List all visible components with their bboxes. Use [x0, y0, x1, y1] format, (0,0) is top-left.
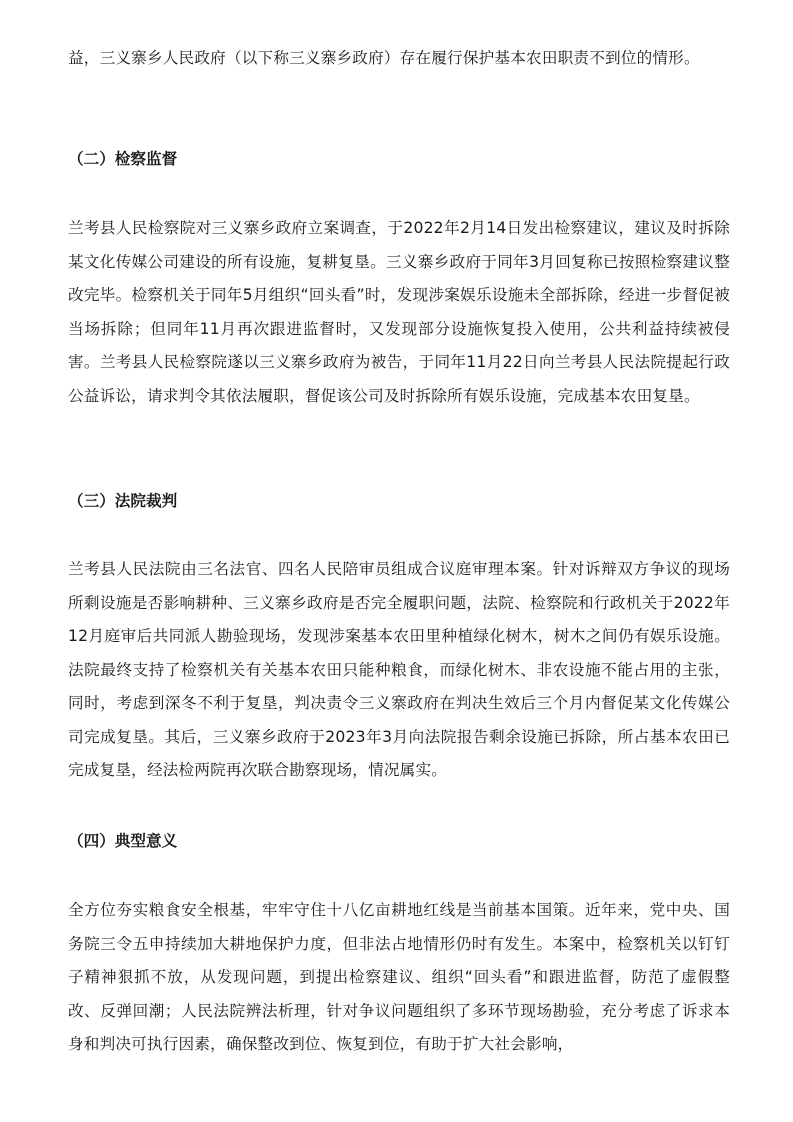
section-body-court-ruling: 兰考县人民法院由三名法官、四名人民陪审员组成合议庭审理本案。针对诉辩双方争议的现场所剩设施是否影响耕种、三义寨乡政府是否完全履职问题，法院、检察院和行政机关于2022年12月庭审后共同派人勘验现场，发现涉案基本农田里种植绿化树木，树木之间仍有娱乐设施。法院最终支持了检察机关有关基本农田只能种粮食，而绿化树木、非农设施不能占用的主张，同时，考虑到深冬不利于复垦，判决责令三义寨政府在判决生效后三个月内督促某文化传媒公司完成复垦。其后，三义寨乡政府于2023年3月向法院报告剩余设施已拆除，所占基本农田已完成复垦，经法检两院再次联合勘察现场，情况属实。 [68, 560, 730, 779]
section-heading-court-ruling: （三）法院裁判 [68, 492, 178, 510]
section-body-procuratorial-supervision: 兰考县人民检察院对三义寨乡政府立案调查，于2022年2月14日发出检察建议，建议及时拆除某文化传媒公司建设的所有设施，复耕复垦。三义寨乡政府于同年3月回复称已按照检察建议整改完毕。检察机关于同年5月组织“回头看”时，发现涉案娱乐设施未全部拆除，经进一步督促被当场拆除；但同年11月再次跟进监督时，又发现部分设施恢复投入使用，公共利益持续被侵害。兰考县人民检察院遂以三义寨乡政府为被告，于同年11月22日向兰考县人民法院提起行政公益诉讼，请求判令其依法履职，督促该公司及时拆除所有娱乐设施，完成基本农田复垦。 [68, 219, 730, 405]
section-heading-procuratorial-supervision: （二）检察监督 [68, 150, 178, 168]
section-body-typical-significance: 全方位夯实粮食安全根基，牢牢守住十八亿亩耕地红线是当前基本国策。近年来，党中央、国务院三令五申持续加大耕地保护力度，但非法占地情形仍时有发生。本案中，检察机关以钉钉子精神狠抓不放，从发现问题，到提出检察建议、组织“回头看”和跟进监督，防范了虚假整改、反弹回潮；人民法院辨法析理，针对争议问题组织了多环节现场勘验，充分考虑了诉求本身和判决可执行因素，确保整改到位、恢复到位，有助于扩大社会影响， [68, 901, 730, 1053]
intro-paragraph: 益，三义寨乡人民政府（以下称三义寨乡政府）存在履行保护基本农田职责不到位的情形。 [68, 49, 700, 67]
section-heading-typical-significance: （四）典型意义 [68, 832, 178, 850]
